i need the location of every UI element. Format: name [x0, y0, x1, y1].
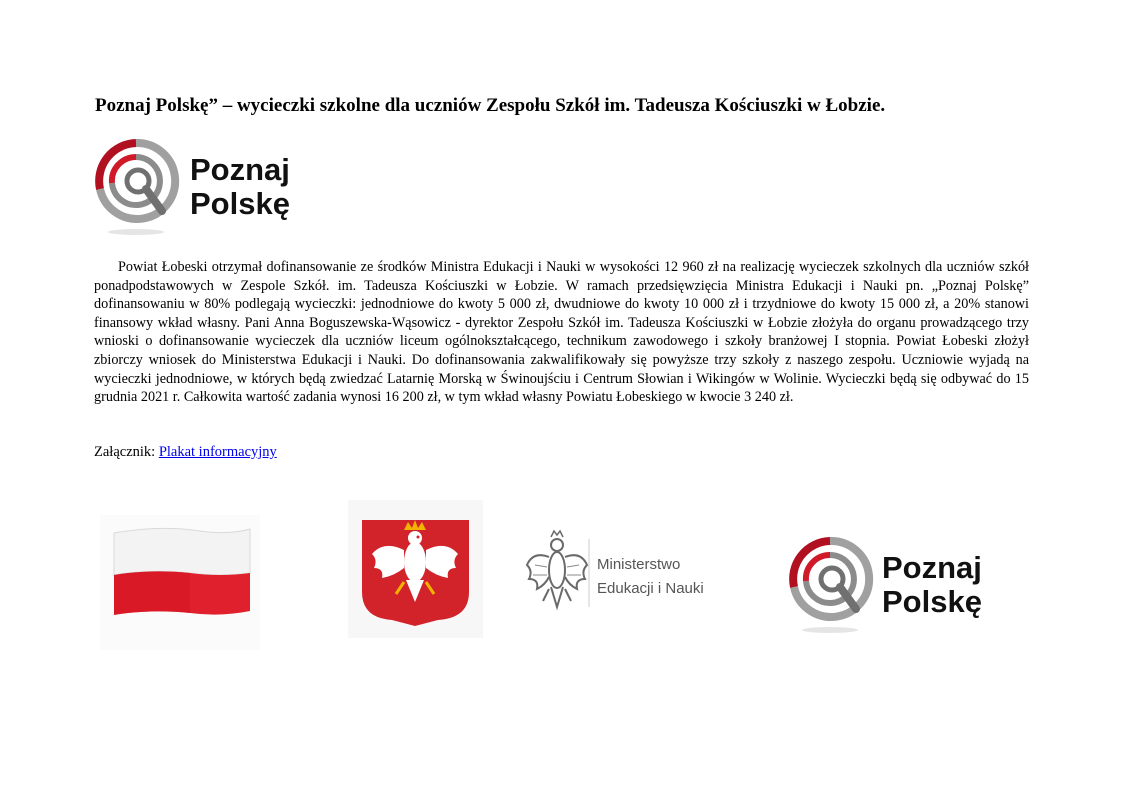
attachment-label: Załącznik: [94, 444, 159, 460]
polish-coat-of-arms [348, 500, 483, 638]
poznaj-polske-logo-icon [94, 137, 314, 237]
partner-logos-row [0, 495, 1123, 655]
poznaj-polske-logo [94, 137, 314, 237]
poznaj-polske-logo-bottom [778, 535, 1003, 635]
poznaj-logo2-line1: Poznaj [882, 550, 982, 585]
ministry-line2: Edukacji i Nauki [597, 580, 704, 597]
ministry-line1: Ministerstwo [597, 556, 681, 573]
polish-flag-icon [100, 515, 260, 650]
ministry-logo [525, 525, 715, 620]
poznaj-polske-logo-icon [778, 535, 1003, 635]
ministry-eagle-icon [525, 525, 715, 620]
polish-flag [100, 515, 260, 650]
polish-coat-of-arms-icon [348, 500, 483, 638]
attachment-line [94, 444, 277, 461]
body-paragraph: Powiat Łobeski otrzymał dofinansowanie ze środków Ministra Edukacji i Nauki w wysokości 12 960 zł na realizację wycieczek szkolnych dla uczniów szkół ponadpodstawowych w Zespole Szkół. im. Tadeusza Kościuszki w Łobzie. W ramach przedsięwzięcia Ministra Edukacji i Nauki pn. „Poznaj Polskę” dofinansowaniu w 80% podlegają wycieczki: jednodniowe do kwoty 5 000 zł, dwudniowe do kwoty 10 000 zł i trzydniowe do kwoty 15 000 zł, a 20% stanowi finansowy wkład własny. Pani Anna Boguszewska-Wąsowicz - dyrektor Zespołu Szkół im. Tadeusza Kościuszki w Łobzie złożyła do organu prowadzącego trzy wnioski o dofinansowanie wycieczek dla uczniów liceum ogólnokształcącego, technikum zawodowego i szkoły branżowej I stopnia. Powiat Łobeski złożył zbiorczy wniosek do Ministerstwa Edukacji i Nauki. Do dofinansowania zakwalifikowały się powyższe trzy szkoły z naszego zespołu. Uczniowie wyjadą na wycieczki jednodniowe, w których będą zwiedzać Latarnię Morską w Świnoujściu i Centrum Słowian i Wikingów w Wolinie. Wycieczki będą się odbywać do 15 grudnia 2021 r. Całkowita wartość zadania wynosi 16 200 zł, w tym wkład własny Powiatu Łobeskiego w kwocie 3 240 zł. [94, 259, 1029, 406]
poznaj-logo-line2: Polskę [190, 186, 290, 221]
attachment-link[interactable]: Plakat informacyjny [158, 444, 277, 460]
page-title: Poznaj Polskę” – wycieczki szkolne dla uczniów Zespołu Szkół im. Tadeusza Kościuszki w Łobzie. [95, 95, 886, 116]
poznaj-logo-line1: Poznaj [190, 152, 290, 187]
poznaj-logo2-line2: Polskę [882, 584, 982, 619]
